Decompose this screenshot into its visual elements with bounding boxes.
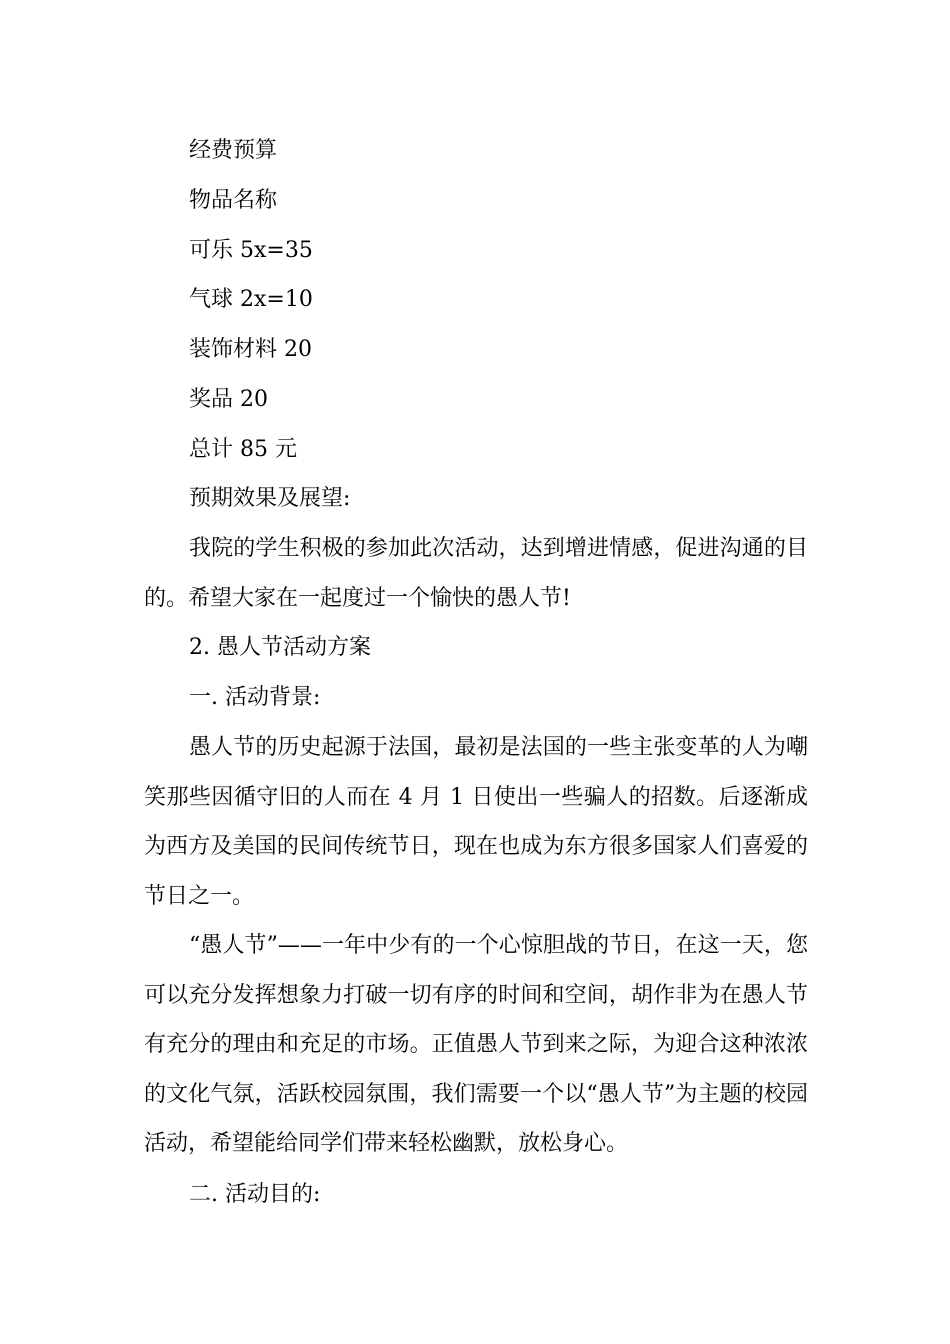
heading-expected-effect: 预期效果及展望:: [189, 486, 351, 511]
budget-total: 总计 85 元: [189, 437, 297, 462]
heading-purpose: 二. 活动目的:: [189, 1182, 321, 1207]
background-paragraph-1: 愚人节的历史起源于法国，最初是法国的一些主张变革的人为嘲笑那些因循守旧的人而在 4 月 1 日使出一些骗人的招数。后逐渐成为西方及美国的民间传统节日，现在也成为东方很多国家人们喜爱的节日之一。: [144, 735, 808, 909]
heading-background: 一. 活动背景:: [189, 685, 321, 710]
budget-line-decorations: 装饰材料 20: [189, 337, 312, 362]
background-paragraph-2: “愚人节”——一年中少有的一个心惊胆战的节日，在这一天，您可以充分发挥想象力打破一切有序的时间和空间，胡作非为在愚人节有充分的理由和充足的市场。正值愚人节到来之际，为迎合这种浓浓的文化气氛，活跃校园氛围，我们需要一个以“愚人节”为主题的校园活动，希望能给同学们带来轻松幽默，放松身心。: [144, 933, 808, 1157]
budget-line-balloons: 气球 2x=10: [189, 287, 313, 312]
heading-budget: 经费预算: [189, 138, 278, 163]
item-name-label: 物品名称: [189, 188, 278, 213]
expected-effect-paragraph: 我院的学生积极的参加此次活动，达到增进情感，促进沟通的目的。希望大家在一起度过一个愉快的愚人节!: [144, 536, 808, 611]
budget-line-cola: 可乐 5x=35: [189, 238, 313, 263]
section-title-plan-2: 2. 愚人节活动方案: [189, 635, 371, 660]
budget-line-prizes: 奖品 20: [189, 387, 268, 412]
